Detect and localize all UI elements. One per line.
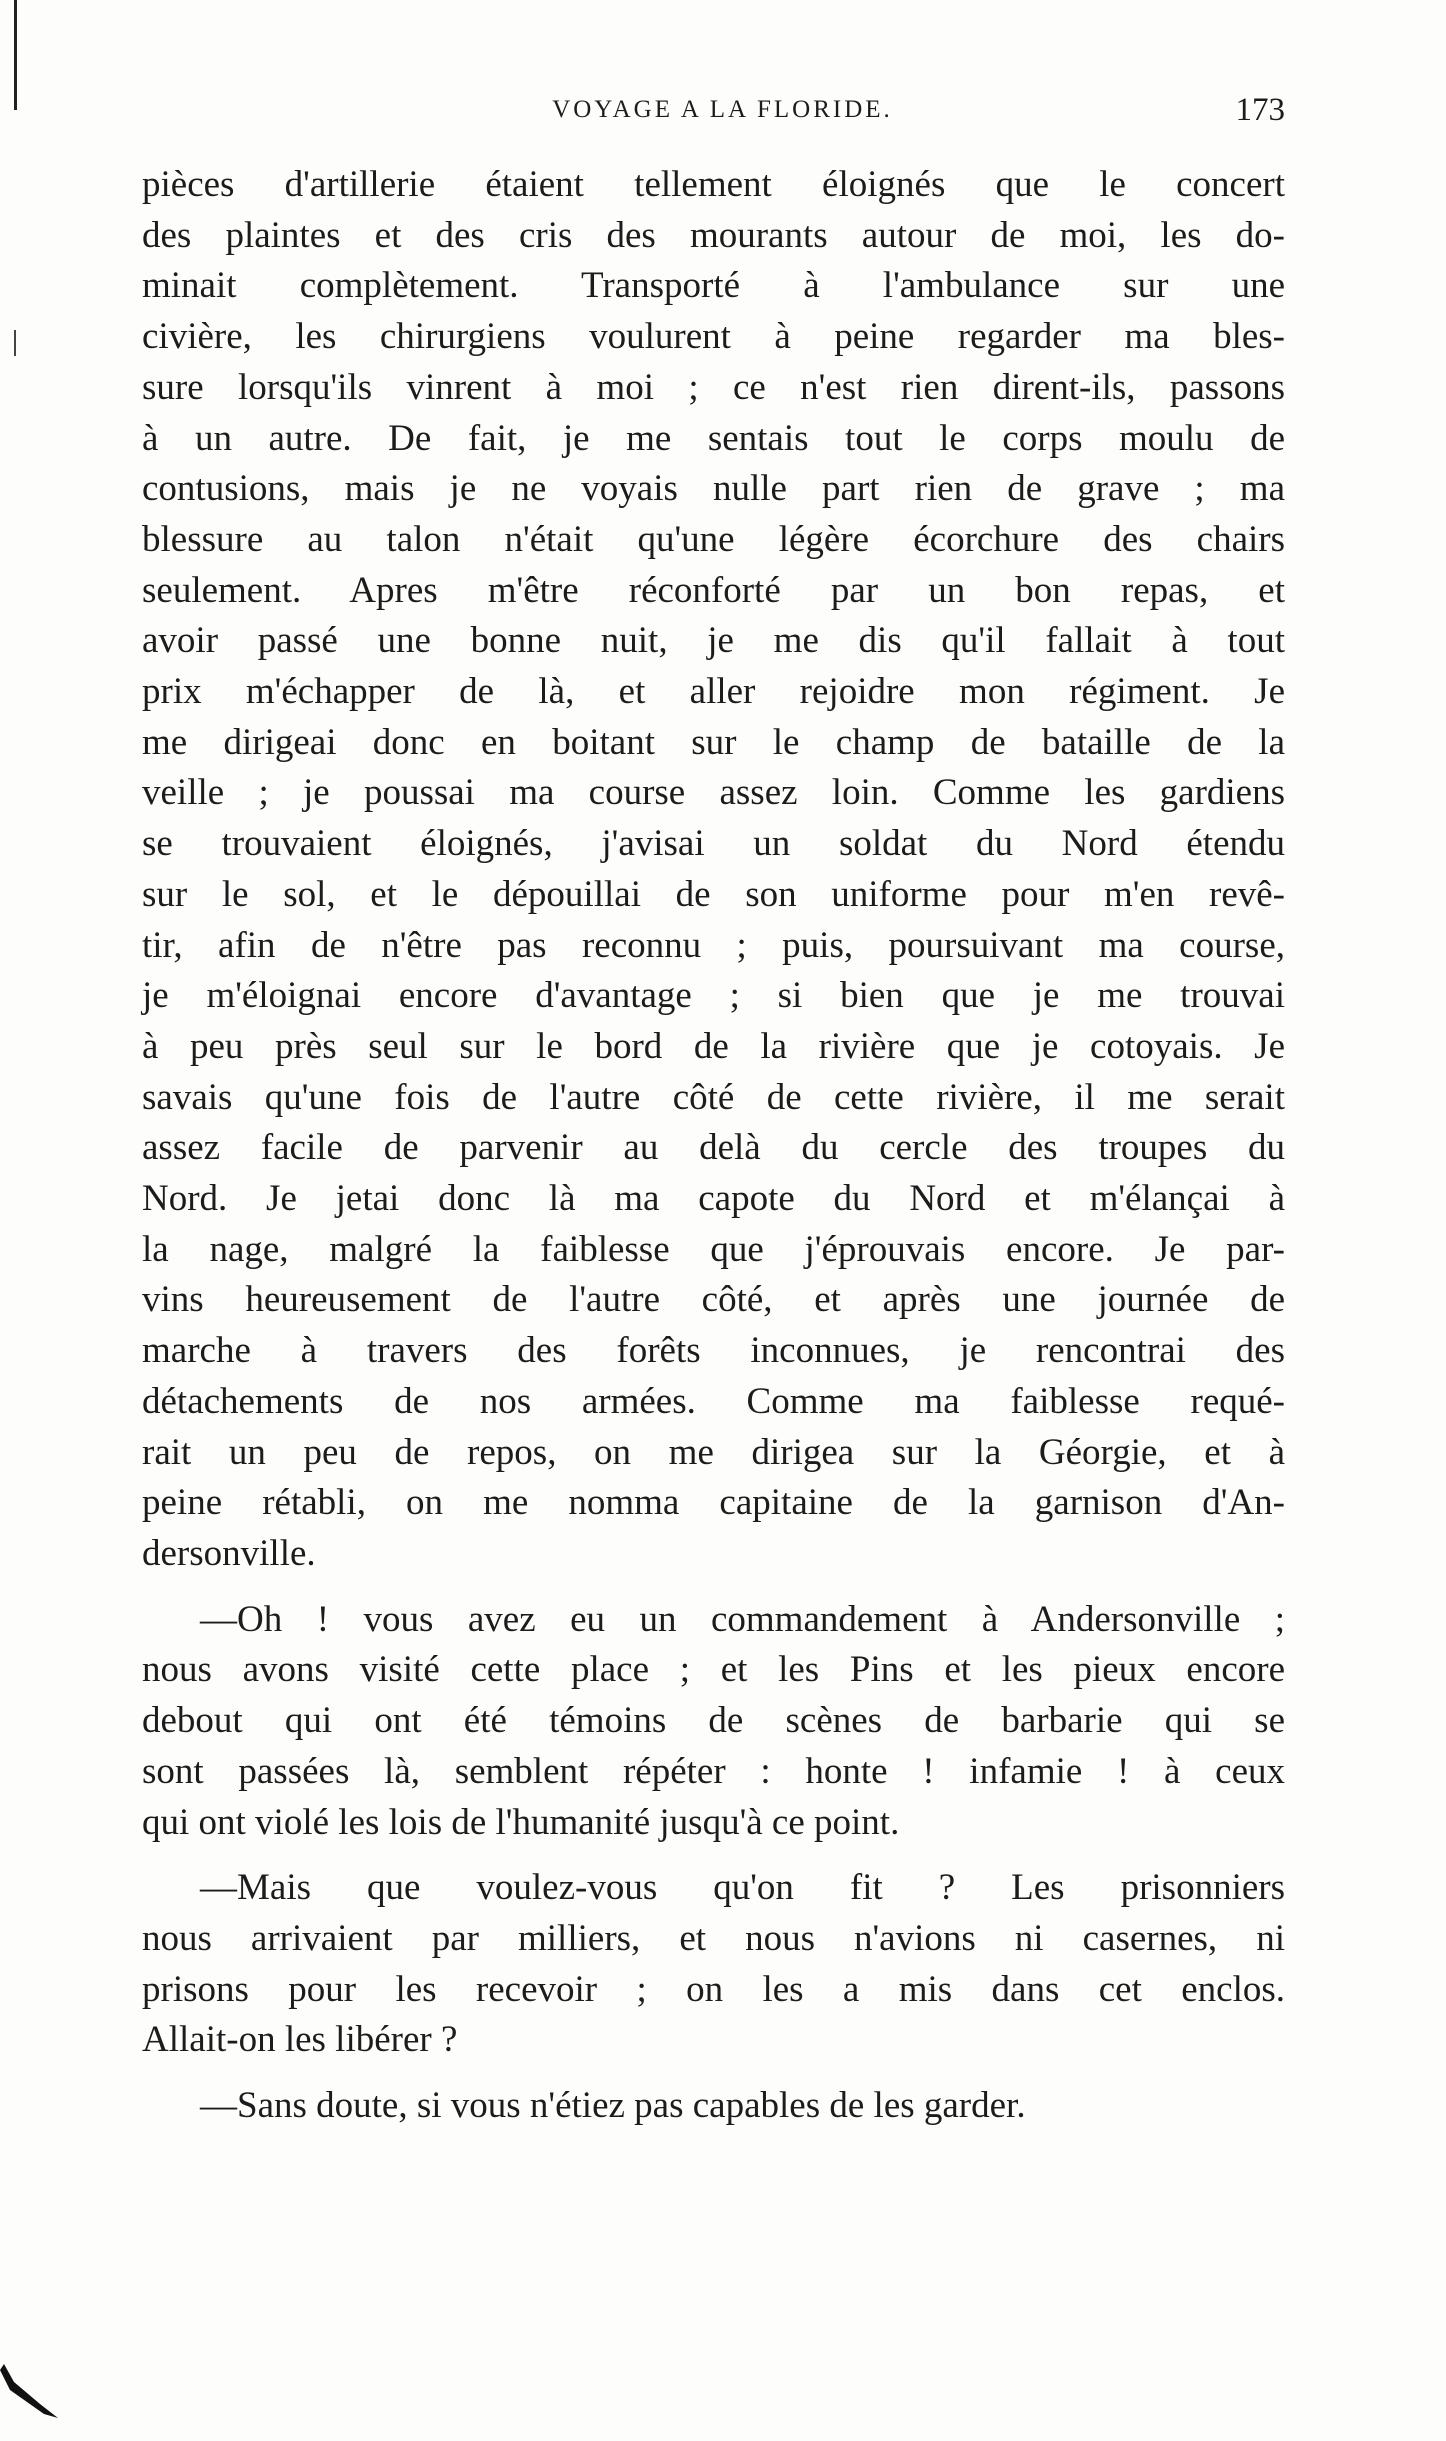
text-line: minait complètement. Transporté à l'ambulance sur une xyxy=(142,265,1285,307)
text-line: vins heureusement de l'autre côté, et après une journée de xyxy=(142,1279,1285,1321)
text-line: je m'éloignai encore d'avantage ; si bien que je me trouvai xyxy=(142,975,1285,1017)
text-line: contusions, mais je ne voyais nulle part rien de grave ; ma xyxy=(142,468,1285,510)
page-edge-rule xyxy=(14,0,17,110)
text-line: pièces d'artillerie étaient tellement éloignés que le concert xyxy=(142,164,1285,205)
text-line: rait un peu de repos, on me dirigea sur la Géorgie, et à xyxy=(142,1431,1285,1473)
text-line: veille ; je poussai ma course assez loin. Comme les gardiens xyxy=(142,772,1285,814)
text-line: dersonville. xyxy=(142,1532,316,1574)
text-line: me dirigeai donc en boitant sur le champ de bataille de la xyxy=(142,721,1285,763)
text-line: prix m'échapper de là, et aller rejoidre mon régiment. Je xyxy=(142,671,1285,713)
corner-ink-mark xyxy=(0,2360,62,2420)
text-line: à peu près seul sur le bord de la rivière que je cotoyais. Je xyxy=(142,1025,1285,1067)
text-line: savais qu'une fois de l'autre côté de cette rivière, il me serait xyxy=(142,1076,1285,1118)
text-line: assez facile de parvenir au delà du cercle des troupes du xyxy=(142,1127,1285,1169)
text-line: avoir passé une bonne nuit, je me dis qu'il fallait à tout xyxy=(142,620,1285,662)
text-line: des plaintes et des cris des mourants autour de moi, les do- xyxy=(142,214,1285,256)
text-line: Allait-on les libérer ? xyxy=(142,2019,458,2061)
running-header xyxy=(160,92,1285,140)
running-title: VOYAGE A LA FLORIDE. xyxy=(552,96,893,123)
text-line: —Oh ! vous avez eu un commandement à Andersonville ; xyxy=(200,1598,1285,1640)
text-line: sure lorsqu'ils vinrent à moi ; ce n'est rien dirent-ils, passons xyxy=(142,366,1285,408)
paragraph-3 xyxy=(142,1863,1285,2066)
text-line: prisons pour les recevoir ; on les a mis dans cet enclos. xyxy=(142,1968,1285,2010)
text-line: nous avons visité cette place ; et les Pins et les pieux encore xyxy=(142,1649,1285,1691)
text-line: marche à travers des forêts inconnues, je rencontrai des xyxy=(142,1330,1285,1372)
text-line: seulement. Apres m'être réconforté par un bon repas, et xyxy=(142,569,1285,611)
paragraph-2 xyxy=(142,1595,1285,1849)
text-line: civière, les chirurgiens voulurent à peine regarder ma bles- xyxy=(142,316,1285,358)
paragraph-1 xyxy=(142,160,1285,1580)
text-line: qui ont violé les lois de l'humanité jusqu'à ce point. xyxy=(142,1801,900,1843)
page-edge-mark xyxy=(14,330,16,356)
text-line: nous arrivaient par milliers, et nous n'avions ni casernes, ni xyxy=(142,1917,1285,1959)
page-number: 173 xyxy=(1235,92,1285,128)
text-line: à un autre. De fait, je me sentais tout le corps moulu de xyxy=(142,417,1285,459)
text-line: Nord. Je jetai donc là ma capote du Nord et m'élançai à xyxy=(142,1178,1285,1220)
text-line: —Sans doute, si vous n'étiez pas capables de les garder. xyxy=(200,2085,1026,2127)
text-line: —Mais que voulez-vous qu'on fit ? Les prisonniers xyxy=(200,1867,1285,1909)
text-line: se trouvaient éloignés, j'avisai un soldat du Nord étendu xyxy=(142,823,1285,865)
text-line: peine rétabli, on me nomma capitaine de la garnison d'An- xyxy=(142,1482,1285,1524)
text-line: blessure au talon n'était qu'une légère écorchure des chairs xyxy=(142,518,1285,560)
text-line: sont passées là, semblent répéter : honte ! infamie ! à ceux xyxy=(142,1750,1285,1792)
text-line: la nage, malgré la faiblesse que j'éprouvais encore. Je par- xyxy=(142,1228,1285,1270)
body-text xyxy=(142,160,1285,2147)
text-line: tir, afin de n'être pas reconnu ; puis, poursuivant ma course, xyxy=(142,924,1285,966)
paragraph-4 xyxy=(142,2081,1285,2132)
text-line: debout qui ont été témoins de scènes de barbarie qui se xyxy=(142,1700,1285,1742)
text-line: sur le sol, et le dépouillai de son uniforme pour m'en revê- xyxy=(142,873,1285,915)
text-line: détachements de nos armées. Comme ma faiblesse requé- xyxy=(142,1380,1285,1422)
